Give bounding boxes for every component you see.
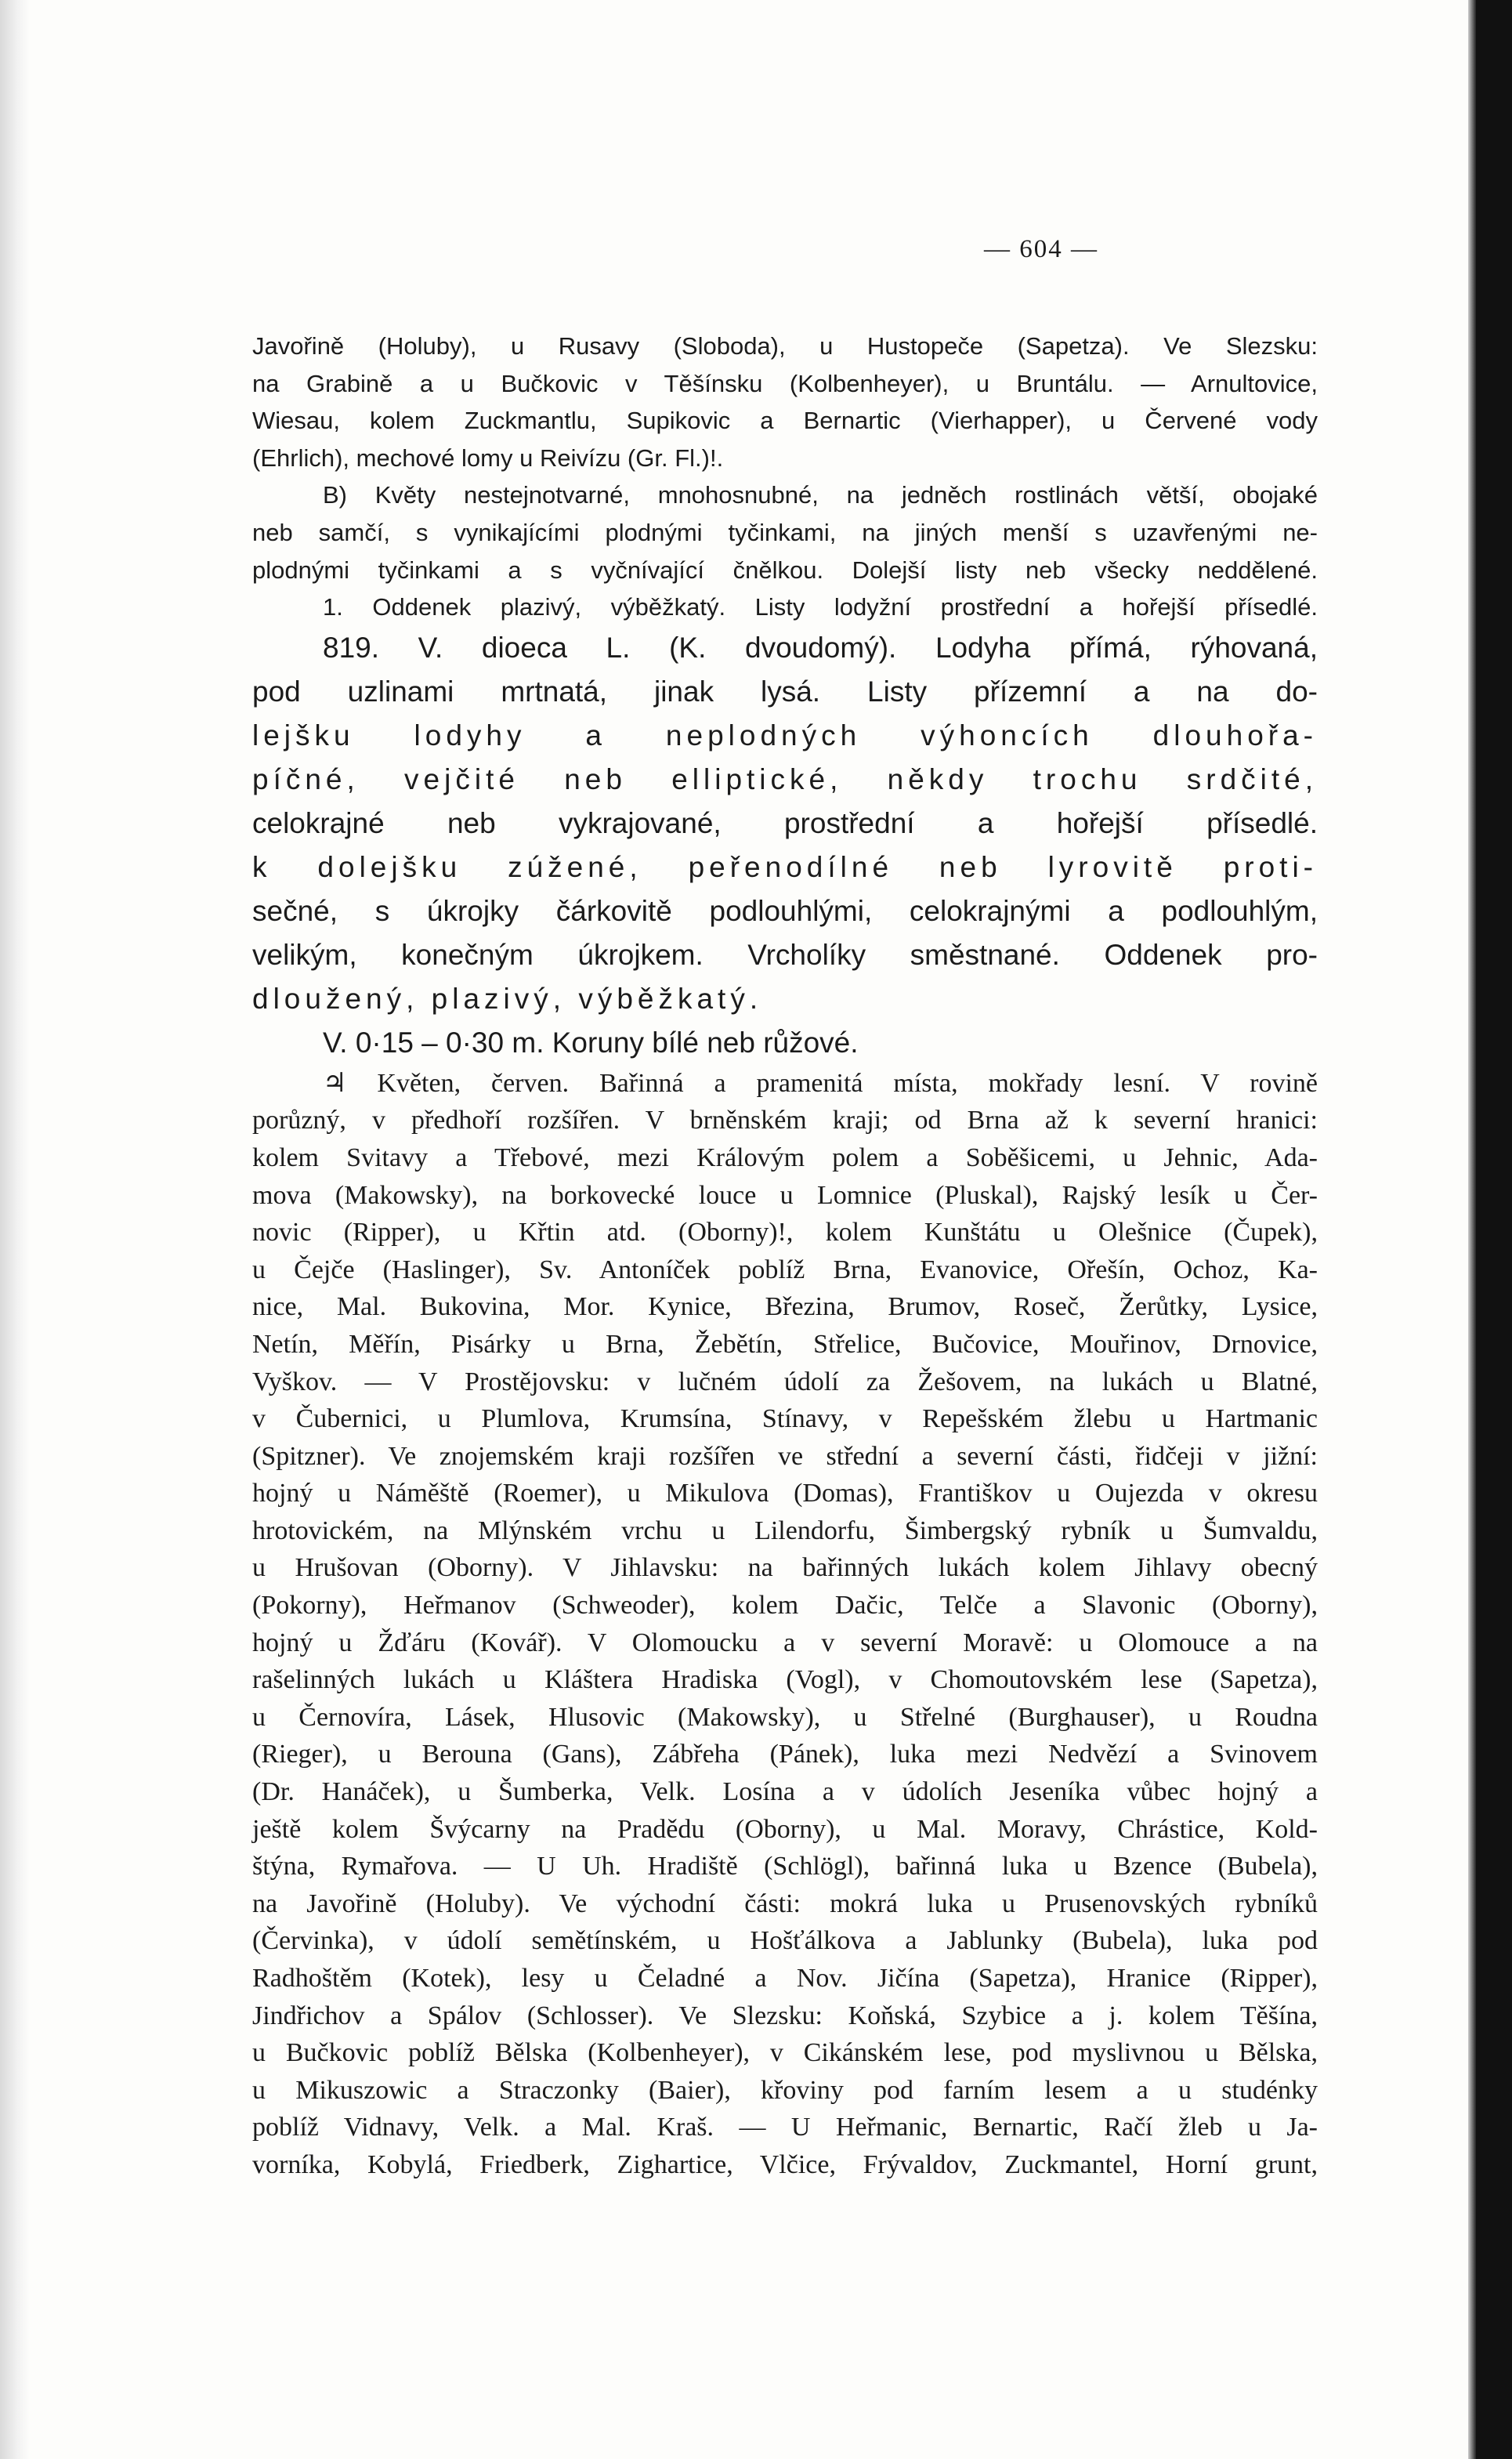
page-number: — 604 — xyxy=(984,235,1098,263)
species-description xyxy=(252,626,1318,1065)
text-line: (Spitzner). Ve znojemském kraji rozšířen ve střední a severní části, řidčeji v jižní: xyxy=(252,1441,1318,1471)
text-line: neb samčí, s vynikajícími plodnými tyčinkami, na jiných menší s uzavřenými ne- xyxy=(252,518,1318,546)
text-line: Vyškov. — V Prostějovsku: v lučném údolí za Žešovem, na lukách u Blatné, xyxy=(252,1367,1318,1396)
text-line: sečné, s úkrojky čárkovitě podlouhlými, celokrajnými a podlouhlým, xyxy=(252,894,1318,927)
text-line: pod uzlinami mrtnatá, jinak lysá. Listy přízemní a na do- xyxy=(252,675,1318,708)
text-line: u Mikuszowic a Straczonky (Baier), křoviny pod farním lesem a u studénky xyxy=(252,2075,1318,2105)
text-line: ještě kolem Švýcarny na Pradědu (Oborny), u Mal. Moravy, Chrástice, Kold- xyxy=(252,1814,1318,1844)
text-line: V. 0·15 – 0·30 m. Koruny bílé neb růžové. xyxy=(323,1026,859,1059)
text-line: lejšku lodyhy a neplodných výhoncích dlouhořa- xyxy=(252,719,1318,751)
text-line: na Javořině (Holuby). Ve východní části: mokrá luka u Prusenovských rybníků xyxy=(252,1889,1318,1918)
scan-edge-right xyxy=(1468,0,1512,2459)
text-line: hrotovickém, na Mlýnském vrchu u Lilendorfu, Šimbergský rybník u Šumvaldu, xyxy=(252,1516,1318,1545)
text-line: píčné, vejčité neb elliptické, někdy trochu srdčité, xyxy=(252,762,1318,795)
scan-edge-left xyxy=(0,0,30,2459)
text-line: (Rieger), u Berouna (Gans), Zábřeha (Pánek), luka mezi Nedvězí a Svinovem xyxy=(252,1740,1318,1769)
text-line: štýna, Rymařova. — U Uh. Hradiště (Schlögl), bařinná luka u Bzence (Bubela), xyxy=(252,1852,1318,1881)
page-text xyxy=(252,328,1318,2184)
text-line: na Grabině a u Bučkovic v Těšínsku (Kolbenheyer), u Bruntálu. — Arnultovice, xyxy=(252,369,1318,397)
text-line: u Hrušovan (Oborny). V Jihlavsku: na bařinných lukách kolem Jihlavy obecný xyxy=(252,1553,1318,1583)
text-line: k dolejšku zúžené, peřenodílné neb lyrovitě proti- xyxy=(252,850,1318,883)
distribution-paragraph xyxy=(252,1065,1318,2184)
text-line: poblíž Vidnavy, Velk. a Mal. Kraš. — U Heřmanic, Bernartic, Račí žleb u Ja- xyxy=(252,2113,1318,2142)
text-line: vorníka, Kobylá, Friedberk, Zighartice, Vlčice, Frývaldov, Zuckmantel, Horní grunt, xyxy=(252,2149,1318,2179)
text-line: u Bučkovic poblíž Bělska (Kolbenheyer), v Cikánském lese, pod myslivnou u Bělska, xyxy=(252,2038,1318,2068)
text-line: kolem Svitavy a Třebové, mezi Královým polem a Soběšicemi, u Jehnic, Ada- xyxy=(252,1143,1318,1172)
text-line: (Dr. Hanáček), u Šumberka, Velk. Losína a v údolích Jeseníka vůbec hojný a xyxy=(252,1777,1318,1807)
text-line: (Ehrlich), mechové lomy u Reivízu (Gr. Fl.)!. xyxy=(252,444,724,472)
text-line: mova (Makowsky), na borkovecké louce u Lomnice (Pluskal), Rajský lesík u Čer- xyxy=(252,1180,1318,1210)
text-line: v Čubernici, u Plumlova, Krumsína, Stínavy, v Repešském žlebu u Hartmanic xyxy=(252,1404,1318,1434)
text-line: Radhoštěm (Kotek), lesy u Čeladné a Nov. Jičína (Sapetza), Hranice (Ripper), xyxy=(252,1964,1318,1993)
paragraph-intro xyxy=(252,328,1318,476)
text-line: hojný u Žďáru (Kovář). V Olomoucku a v severní Moravě: u Olomouce a na xyxy=(252,1628,1318,1657)
species-heading-line: 819. V. dioeca L. (K. dvoudomý). Lodyha přímá, rýhovaná, xyxy=(323,631,1318,664)
text-line: u Černovíra, Lásek, Hlusovic (Makowsky), u Střelné (Burghauser), u Roudna xyxy=(252,1702,1318,1732)
text-line: u Čejče (Haslinger), Sv. Antoníček poblíž Brna, Evanovice, Ořešín, Ochoz, Ka- xyxy=(252,1255,1318,1284)
paragraph-b xyxy=(252,476,1318,625)
text-line: dloužený, plazivý, výběžkatý. xyxy=(252,982,763,1015)
text-line: rašelinných lukách u Kláštera Hradiska (Vogl), v Chomoutovském lese (Sapetza), xyxy=(252,1665,1318,1695)
text-line: Netín, Měřín, Pisárky u Brna, Žebětín, Střelice, Bučovice, Mouřinov, Drnovice, xyxy=(252,1329,1318,1359)
text-line: (Pokorny), Heřmanov (Schweoder), kolem Dačic, Telče a Slavonic (Oborny), xyxy=(252,1591,1318,1621)
text-line: velikým, konečným úkrojkem. Vrcholíky směstnané. Oddenek pro- xyxy=(252,938,1318,971)
text-line: plodnými tyčinkami a s vyčnívající čnělkou. Dolejší listy neb všecky neddělené. xyxy=(252,556,1318,584)
text-line: celokrajné neb vykrajované, prostřední a hořejší přísedlé. xyxy=(252,806,1318,839)
text-line: porůzný, v předhoří rozšířen. V brněnském kraji; od Brna až k severní hranici: xyxy=(252,1106,1318,1135)
text-line: nice, Mal. Bukovina, Mor. Kynice, Březina, Brumov, Roseč, Žerůtky, Lysice, xyxy=(252,1292,1318,1322)
text-line: Jindřichov a Spálov (Schlosser). Ve Slezsku: Koňská, Szybice a j. kolem Těšína, xyxy=(252,2001,1318,2030)
text-line: hojný u Náměště (Roemer), u Mikulova (Domas), Františkov u Oujezda v okresu xyxy=(252,1479,1318,1508)
text-line: 1. Oddenek plazivý, výběžkatý. Listy lodyžní prostřední a hořejší přísedlé. xyxy=(323,593,1318,621)
text-line: ♃ Květen, červen. Bařinná a pramenitá místa, mokřady lesní. V rovině xyxy=(323,1068,1318,1098)
text-line: Javořině (Holuby), u Rusavy (Sloboda), u Hustopeče (Sapetza). Ve Slezsku: xyxy=(252,332,1318,360)
text-line: B) Květy nestejnotvarné, mnohosnubné, na jedněch rostlinách větší, obojaké xyxy=(323,481,1318,509)
text-line: Wiesau, kolem Zuckmantlu, Supikovic a Bernartic (Vierhapper), u Červené vody xyxy=(252,407,1318,435)
text-line: novic (Ripper), u Křtin atd. (Oborny)!, kolem Kunštátu u Olešnice (Čupek), xyxy=(252,1218,1318,1248)
text-line: (Červinka), v údolí semětínském, u Hošťálkova a Jablunky (Bubela), luka pod xyxy=(252,1926,1318,1956)
